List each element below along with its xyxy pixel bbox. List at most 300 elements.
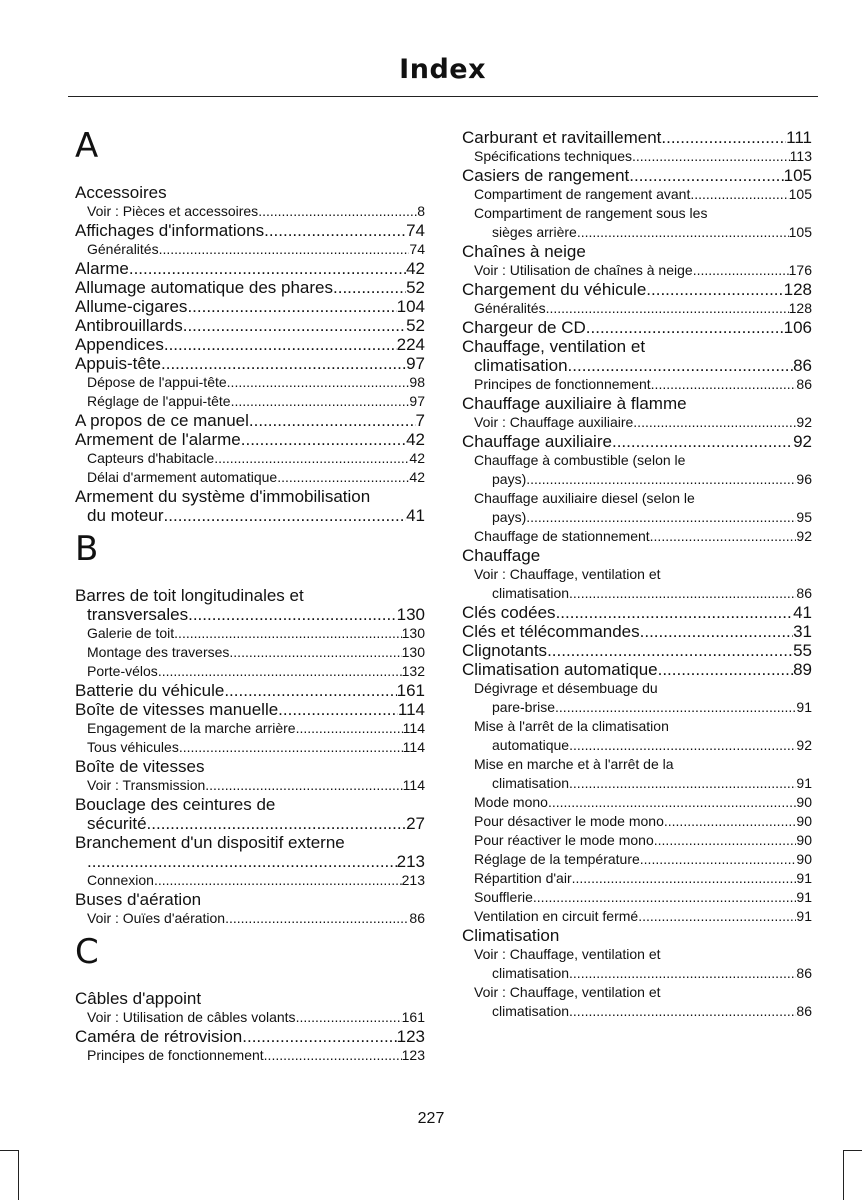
dot-leader bbox=[629, 166, 783, 185]
index-entry bbox=[462, 432, 812, 451]
index-subentry bbox=[462, 831, 812, 850]
index-entry bbox=[75, 297, 425, 316]
entry-text: Voir : Ouïes d'aération bbox=[87, 910, 226, 926]
entry-page: 130 bbox=[401, 644, 425, 660]
entry-text: Carburant et ravitaillement bbox=[462, 128, 662, 147]
entry-page: 55 bbox=[793, 641, 812, 660]
entry-text: pays) bbox=[492, 471, 527, 487]
index-subentry bbox=[462, 869, 812, 888]
index-subentry bbox=[462, 698, 812, 717]
entry-page: 96 bbox=[796, 471, 812, 487]
dot-leader bbox=[158, 662, 402, 681]
entry-page: 105 bbox=[788, 186, 812, 202]
dot-leader bbox=[241, 430, 406, 449]
index-entry bbox=[75, 1027, 425, 1046]
index-subentry bbox=[75, 643, 425, 662]
dot-leader bbox=[569, 1002, 796, 1021]
dot-leader bbox=[569, 736, 796, 755]
dot-leader bbox=[633, 413, 796, 432]
index-entry-heading: Chauffage à combustible (selon le bbox=[474, 452, 686, 468]
dot-leader bbox=[664, 812, 797, 831]
index-subentry bbox=[462, 1002, 812, 1021]
dot-leader bbox=[569, 964, 796, 983]
page-number: 227 bbox=[417, 1110, 445, 1127]
section-letter: B bbox=[75, 529, 99, 569]
dot-leader bbox=[164, 335, 397, 354]
index-subentry bbox=[462, 413, 812, 432]
entry-page: 42 bbox=[409, 450, 425, 466]
index-entry-heading: Chauffage, ventilation et bbox=[462, 337, 646, 356]
entry-text: Chauffage bbox=[462, 546, 541, 565]
index-subentry bbox=[75, 392, 425, 411]
entry-page: 161 bbox=[396, 681, 425, 700]
dot-leader bbox=[278, 700, 398, 719]
entry-text: Climatisation automatique bbox=[462, 660, 658, 679]
entry-text: Armement de l'alarme bbox=[75, 430, 241, 449]
dot-leader bbox=[129, 259, 406, 278]
entry-page: 111 bbox=[786, 128, 812, 147]
entry-text: Chargement du véhicule bbox=[462, 280, 647, 299]
entry-text: Climatisation bbox=[462, 926, 560, 945]
entry-text: Réglage de la température bbox=[474, 851, 640, 867]
entry-text: Galerie de toit bbox=[87, 625, 175, 641]
dot-leader bbox=[205, 776, 402, 795]
index-entry bbox=[75, 757, 425, 776]
entry-page: 7 bbox=[415, 411, 425, 430]
crop-mark bbox=[0, 1150, 18, 1151]
entry-page: 213 bbox=[396, 852, 425, 871]
dot-leader bbox=[572, 869, 797, 888]
entry-text: transversales bbox=[87, 605, 189, 624]
entry-page: 114 bbox=[402, 739, 425, 755]
dot-leader bbox=[154, 871, 402, 890]
dot-leader bbox=[526, 470, 796, 489]
entry-text: Appendices bbox=[75, 335, 164, 354]
entry-page: 42 bbox=[406, 430, 425, 449]
dot-leader bbox=[632, 147, 790, 166]
entry-page: 91 bbox=[796, 889, 812, 905]
index-entry-heading: Voir : Chauffage, ventilation et bbox=[474, 566, 661, 582]
dot-leader bbox=[258, 202, 417, 221]
dot-leader bbox=[569, 774, 796, 793]
index-entry bbox=[462, 280, 812, 299]
index-entry bbox=[75, 278, 425, 297]
entry-page: 91 bbox=[796, 699, 812, 715]
entry-page: 114 bbox=[397, 700, 425, 719]
index-entry-heading: Voir : Chauffage, ventilation et bbox=[474, 984, 661, 1000]
entry-text: Accessoires bbox=[75, 183, 167, 202]
dot-leader bbox=[264, 1046, 402, 1065]
entry-text: Appuis-tête bbox=[75, 354, 161, 373]
entry-page: 74 bbox=[409, 241, 425, 257]
dot-leader bbox=[174, 624, 401, 643]
dot-leader bbox=[188, 605, 397, 624]
dot-leader bbox=[548, 793, 796, 812]
dot-leader bbox=[650, 527, 797, 546]
index-entry bbox=[462, 318, 812, 337]
index-entry-heading: Compartiment de rangement sous les bbox=[474, 205, 708, 221]
entry-text: Clignotants bbox=[462, 641, 548, 660]
index-entry bbox=[75, 259, 425, 278]
entry-page: 92 bbox=[796, 737, 812, 753]
index-subentry bbox=[462, 774, 812, 793]
entry-page: 128 bbox=[788, 300, 812, 316]
entry-text: climatisation bbox=[474, 356, 568, 375]
section-letter: A bbox=[75, 126, 99, 166]
index-entry bbox=[75, 316, 425, 335]
entry-page: 90 bbox=[796, 813, 812, 829]
dot-leader bbox=[277, 468, 409, 487]
title-divider bbox=[68, 96, 818, 97]
entry-text: Clés codées bbox=[462, 603, 556, 622]
entry-text: Chauffage de stationnement bbox=[474, 528, 650, 544]
entry-text: Affichages d'informations bbox=[75, 221, 265, 240]
index-subentry bbox=[75, 738, 425, 757]
entry-page: 113 bbox=[789, 148, 812, 164]
entry-page: 130 bbox=[396, 605, 425, 624]
index-subentry bbox=[75, 776, 425, 795]
index-entry bbox=[462, 622, 812, 641]
dot-leader bbox=[612, 432, 793, 451]
entry-text: Montage des traverses bbox=[87, 644, 230, 660]
index-entry-heading: Bouclage des ceintures de bbox=[75, 795, 276, 814]
index-subentry bbox=[75, 719, 425, 738]
entry-page: 97 bbox=[406, 354, 425, 373]
index-subentry bbox=[462, 736, 812, 755]
index-entry bbox=[75, 890, 425, 909]
index-entry bbox=[462, 128, 812, 147]
entry-page: 90 bbox=[796, 832, 812, 848]
dot-leader bbox=[555, 698, 796, 717]
dot-leader bbox=[296, 1008, 402, 1027]
entry-text: Voir : Utilisation de câbles volants bbox=[87, 1009, 296, 1025]
index-column-right bbox=[462, 128, 812, 1021]
dot-leader bbox=[646, 280, 783, 299]
index-entry bbox=[75, 335, 425, 354]
dot-leader bbox=[225, 909, 409, 928]
entry-page: 90 bbox=[796, 794, 812, 810]
dot-leader bbox=[264, 221, 406, 240]
entry-page: 74 bbox=[406, 221, 425, 240]
index-entry bbox=[75, 411, 425, 430]
entry-page: 42 bbox=[406, 259, 425, 278]
index-entry bbox=[75, 430, 425, 449]
entry-text: Dépose de l'appui-tête bbox=[87, 374, 227, 390]
entry-page: 41 bbox=[406, 506, 425, 525]
index-subentry bbox=[75, 468, 425, 487]
index-subentry bbox=[75, 202, 425, 221]
dot-leader bbox=[183, 316, 406, 335]
dot-leader bbox=[638, 907, 796, 926]
dot-leader bbox=[159, 240, 410, 259]
index-subentry bbox=[75, 449, 425, 468]
index-subentry bbox=[75, 909, 425, 928]
entry-text: Câbles d'appoint bbox=[75, 989, 202, 1008]
entry-text: Chaînes à neige bbox=[462, 242, 586, 261]
index-subentry bbox=[462, 147, 812, 166]
entry-page: 92 bbox=[796, 414, 812, 430]
entry-page: 91 bbox=[796, 870, 812, 886]
dot-leader bbox=[640, 850, 797, 869]
entry-page: 104 bbox=[396, 297, 425, 316]
entry-page: 161 bbox=[401, 1009, 425, 1025]
entry-text: Chargeur de CD bbox=[462, 318, 586, 337]
entry-text: Compartiment de rangement avant bbox=[474, 186, 691, 202]
entry-text: Voir : Transmission bbox=[87, 777, 206, 793]
entry-page: 123 bbox=[396, 1027, 425, 1046]
dot-leader bbox=[651, 375, 797, 394]
entry-page: 92 bbox=[793, 432, 812, 451]
dot-leader bbox=[164, 506, 407, 525]
entry-text: pays) bbox=[492, 509, 527, 525]
index-entry bbox=[75, 852, 425, 871]
entry-text: Répartition d'air bbox=[474, 870, 572, 886]
entry-text: pare-brise bbox=[492, 699, 556, 715]
entry-page: 86 bbox=[796, 965, 812, 981]
entry-text: Délai d'armement automatique bbox=[87, 469, 278, 485]
index-entry bbox=[462, 394, 812, 413]
entry-text: climatisation bbox=[492, 585, 570, 601]
entry-text: Buses d'aération bbox=[75, 890, 202, 909]
entry-page: 52 bbox=[406, 316, 425, 335]
index-entry bbox=[462, 926, 812, 945]
index-entry bbox=[462, 166, 812, 185]
entry-page: 31 bbox=[793, 622, 812, 641]
entry-text: Réglage de l'appui-tête bbox=[87, 393, 231, 409]
index-subentry bbox=[462, 508, 812, 527]
page-title: Index bbox=[399, 54, 486, 85]
entry-text: climatisation bbox=[492, 1003, 570, 1019]
index-entry bbox=[75, 183, 425, 202]
dot-leader bbox=[147, 814, 407, 833]
entry-text: Tous véhicules bbox=[87, 739, 179, 755]
entry-page: 86 bbox=[796, 1003, 812, 1019]
dot-leader bbox=[161, 354, 406, 373]
dot-leader bbox=[187, 297, 396, 316]
index-entry-heading: Mise à l'arrêt de la climatisation bbox=[474, 718, 669, 734]
entry-page: 130 bbox=[401, 625, 425, 641]
dot-leader bbox=[568, 356, 794, 375]
dot-leader bbox=[640, 622, 793, 641]
entry-page: 90 bbox=[796, 851, 812, 867]
entry-text: Mode mono bbox=[474, 794, 548, 810]
dot-leader bbox=[224, 681, 396, 700]
index-entry bbox=[462, 242, 812, 261]
entry-text: Clés et télécommandes bbox=[462, 622, 640, 641]
dot-leader bbox=[249, 411, 416, 430]
entry-text: Ventilation en circuit fermé bbox=[474, 908, 639, 924]
index-subentry bbox=[462, 584, 812, 603]
entry-text: Caméra de rétrovision bbox=[75, 1027, 243, 1046]
dot-leader bbox=[690, 185, 788, 204]
dot-leader bbox=[577, 223, 789, 242]
index-entry bbox=[75, 354, 425, 373]
entry-text: Voir : Utilisation de chaînes à neige bbox=[474, 262, 693, 278]
dot-leader bbox=[242, 1027, 396, 1046]
index-entry-heading: Barres de toit longitudinales et bbox=[75, 586, 304, 605]
index-subentry bbox=[462, 888, 812, 907]
entry-text: sécurité bbox=[87, 814, 147, 833]
entry-page: 91 bbox=[796, 908, 812, 924]
dot-leader bbox=[658, 660, 793, 679]
entry-page: 123 bbox=[401, 1047, 425, 1063]
index-entry-heading: Armement du système d'immobilisation bbox=[75, 487, 371, 506]
index-subentry bbox=[462, 527, 812, 546]
dot-leader bbox=[654, 831, 797, 850]
entry-text: climatisation bbox=[492, 775, 570, 791]
dot-leader bbox=[333, 278, 406, 297]
index-subentry bbox=[75, 871, 425, 890]
dot-leader bbox=[556, 603, 794, 622]
entry-text: Batterie du véhicule bbox=[75, 681, 225, 700]
entry-page: 106 bbox=[783, 318, 812, 337]
entry-page: 98 bbox=[409, 374, 425, 390]
entry-page: 27 bbox=[406, 814, 425, 833]
index-entry-heading: Branchement d'un dispositif externe bbox=[75, 833, 345, 852]
entry-page: 114 bbox=[402, 720, 425, 736]
entry-text: Allumage automatique des phares bbox=[75, 278, 333, 297]
entry-page: 86 bbox=[796, 376, 812, 392]
index-subentry bbox=[462, 261, 812, 280]
entry-text: Spécifications techniques bbox=[474, 148, 632, 164]
entry-text: Boîte de vitesses bbox=[75, 757, 205, 776]
entry-text: Boîte de vitesses manuelle bbox=[75, 700, 279, 719]
dot-leader bbox=[547, 641, 793, 660]
index-subentry bbox=[462, 850, 812, 869]
entry-text: Alarme bbox=[75, 259, 129, 278]
entry-text: Soufflerie bbox=[474, 889, 533, 905]
crop-mark bbox=[843, 1150, 844, 1200]
dot-leader bbox=[296, 719, 403, 738]
entry-text: Généralités bbox=[87, 241, 159, 257]
index-column-left bbox=[75, 128, 425, 1065]
entry-text: Capteurs d'habitacle bbox=[87, 450, 215, 466]
entry-page: 105 bbox=[783, 166, 812, 185]
index-entry bbox=[462, 641, 812, 660]
entry-text: Connexion bbox=[87, 872, 154, 888]
entry-page: 8 bbox=[417, 203, 425, 219]
dot-leader bbox=[227, 373, 410, 392]
index-subentry bbox=[75, 373, 425, 392]
index-subentry bbox=[462, 470, 812, 489]
entry-text: Principes de fonctionnement bbox=[474, 376, 651, 392]
index-entry bbox=[462, 546, 812, 565]
entry-text: climatisation bbox=[492, 965, 570, 981]
index-entry-heading: Dégivrage et désembuage du bbox=[474, 680, 658, 696]
entry-page: 213 bbox=[401, 872, 425, 888]
index-entry bbox=[75, 221, 425, 240]
entry-page: 91 bbox=[796, 775, 812, 791]
index-subentry bbox=[462, 185, 812, 204]
entry-text: Généralités bbox=[474, 300, 546, 316]
entry-page: 105 bbox=[788, 224, 812, 240]
index-entry-heading: Mise en marche et à l'arrêt de la bbox=[474, 756, 674, 772]
index-entry bbox=[462, 356, 812, 375]
dot-leader bbox=[586, 318, 784, 337]
entry-page: 86 bbox=[796, 585, 812, 601]
dot-leader bbox=[693, 261, 789, 280]
entry-text: Chauffage auxiliaire bbox=[462, 432, 612, 451]
entry-page: 128 bbox=[783, 280, 812, 299]
index-entry bbox=[75, 681, 425, 700]
index-subentry bbox=[462, 793, 812, 812]
entry-text: Allume-cigares bbox=[75, 297, 188, 316]
index-entry-heading: Chauffage auxiliaire diesel (selon le bbox=[474, 490, 695, 506]
entry-text: automatique bbox=[492, 737, 570, 753]
index-subentry bbox=[462, 964, 812, 983]
entry-page: 97 bbox=[409, 393, 425, 409]
index-subentry bbox=[462, 907, 812, 926]
dot-leader bbox=[87, 852, 397, 871]
dot-leader bbox=[661, 128, 786, 147]
entry-page: 95 bbox=[796, 509, 812, 525]
index-subentry bbox=[75, 240, 425, 259]
entry-page: 92 bbox=[796, 528, 812, 544]
entry-text: sièges arrière bbox=[492, 224, 577, 240]
section-letter: C bbox=[75, 932, 99, 972]
entry-text: du moteur bbox=[87, 506, 164, 525]
index-subentry bbox=[75, 662, 425, 681]
dot-leader bbox=[229, 643, 401, 662]
entry-text: Pour désactiver le mode mono bbox=[474, 813, 664, 829]
entry-page: 224 bbox=[396, 335, 425, 354]
index-subentry bbox=[462, 812, 812, 831]
entry-page: 41 bbox=[793, 603, 812, 622]
index-subentry bbox=[75, 1008, 425, 1027]
dot-leader bbox=[526, 508, 796, 527]
entry-page: 89 bbox=[793, 660, 812, 679]
index-entry bbox=[462, 660, 812, 679]
entry-page: 52 bbox=[406, 278, 425, 297]
entry-text: A propos de ce manuel bbox=[75, 411, 249, 430]
entry-text: Pour réactiver le mode mono bbox=[474, 832, 654, 848]
index-entry bbox=[75, 989, 425, 1008]
entry-page: 86 bbox=[409, 910, 425, 926]
entry-text: Porte-vélos bbox=[87, 663, 158, 679]
dot-leader bbox=[533, 888, 797, 907]
entry-page: 114 bbox=[402, 777, 425, 793]
entry-page: 176 bbox=[788, 262, 812, 278]
dot-leader bbox=[214, 449, 409, 468]
index-entry bbox=[75, 506, 425, 525]
entry-text: Principes de fonctionnement bbox=[87, 1047, 264, 1063]
entry-text: Casiers de rangement bbox=[462, 166, 630, 185]
entry-text: Antibrouillards bbox=[75, 316, 183, 335]
entry-page: 132 bbox=[401, 663, 425, 679]
index-entry bbox=[75, 700, 425, 719]
index-entry bbox=[75, 814, 425, 833]
entry-page: 86 bbox=[793, 356, 812, 375]
index-entry bbox=[75, 605, 425, 624]
index-subentry bbox=[75, 624, 425, 643]
index-entry-heading: Voir : Chauffage, ventilation et bbox=[474, 946, 661, 962]
dot-leader bbox=[179, 738, 403, 757]
index-subentry bbox=[462, 299, 812, 318]
index-subentry bbox=[75, 1046, 425, 1065]
crop-mark bbox=[18, 1150, 19, 1200]
entry-text: Voir : Chauffage auxiliaire bbox=[474, 414, 634, 430]
dot-leader bbox=[231, 392, 410, 411]
dot-leader bbox=[569, 584, 796, 603]
crop-mark bbox=[844, 1150, 862, 1151]
index-entry bbox=[462, 603, 812, 622]
dot-leader bbox=[546, 299, 789, 318]
entry-page: 42 bbox=[409, 469, 425, 485]
entry-text: Voir : Pièces et accessoires bbox=[87, 203, 259, 219]
index-subentry bbox=[462, 375, 812, 394]
index-subentry bbox=[462, 223, 812, 242]
entry-text: Engagement de la marche arrière bbox=[87, 720, 296, 736]
